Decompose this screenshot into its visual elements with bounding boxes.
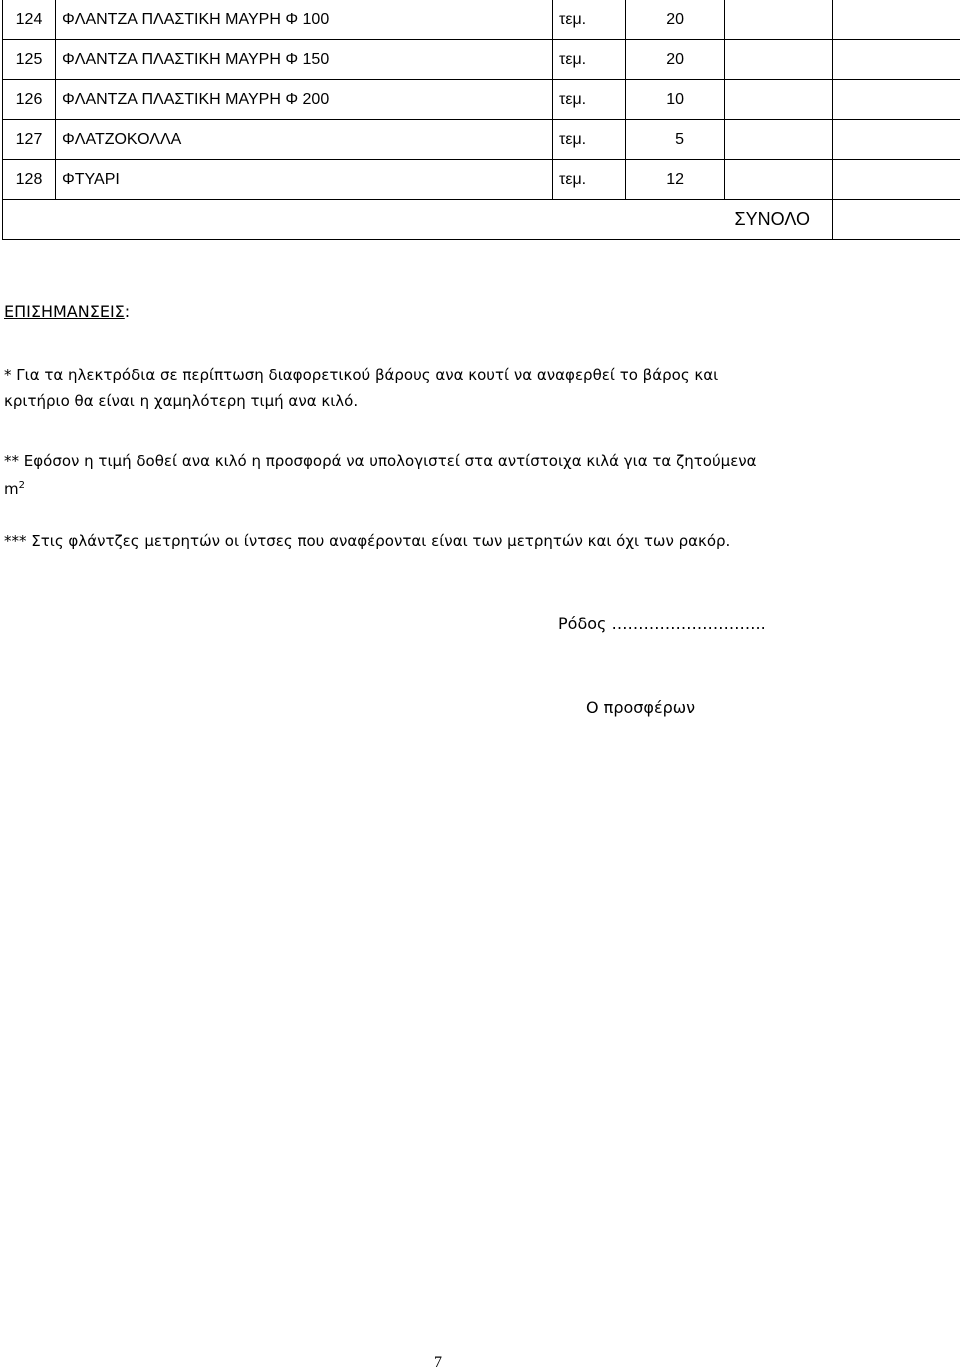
item-description: ΦΛΑΝΤΖΑ ΠΛΑΣΤΙΚΗ ΜΑΥΡΗ Φ 100 (56, 0, 553, 40)
item-quantity: 20 (626, 0, 725, 40)
unit-price-cell (725, 40, 833, 80)
notes-heading-text: ΕΠΙΣΗΜΑΝΣΕΙΣ (4, 302, 125, 321)
item-number: 128 (3, 160, 56, 200)
table-row (3, 0, 960, 40)
line-total-cell (833, 160, 960, 200)
item-quantity: 10 (626, 80, 725, 120)
note-electrodes-line1: * Για τα ηλεκτρόδια σε περίπτωση διαφορετικού βάρους ανα κουτί να αναφερθεί το βάρος και (4, 366, 719, 384)
unit-price-cell (725, 160, 833, 200)
item-number: 125 (3, 40, 56, 80)
note-price-per-kilo-line2 (4, 475, 954, 506)
signature-bidder: Ο προσφέρων (586, 698, 696, 717)
note-price-per-kilo-line1: ** Εφόσον η τιμή δοθεί ανα κιλό η προσφορά να υπολογιστεί στα αντίστοιχα κιλά για τα ζητούμενα (4, 452, 757, 470)
note-electrodes (4, 362, 954, 414)
note-meter-flanges: *** Στις φλάντζες μετρητών οι ίντσες που αναφέρονται είναι των μετρητών και όχι των ρακόρ. (4, 532, 731, 550)
table-row (3, 120, 960, 160)
item-description: ΦΛΑΝΤΖΑ ΠΛΑΣΤΙΚΗ ΜΑΥΡΗ Φ 150 (56, 40, 553, 80)
item-description: ΦΤΥΑΡΙ (56, 160, 553, 200)
line-total-cell (833, 0, 960, 40)
items-table (2, 0, 960, 240)
unit-price-cell (725, 120, 833, 160)
item-unit: τεμ. (553, 40, 626, 80)
item-unit: τεμ. (553, 160, 626, 200)
unit-price-cell (725, 80, 833, 120)
total-row (3, 200, 960, 240)
item-quantity: 12 (626, 160, 725, 200)
item-unit: τεμ. (553, 120, 626, 160)
line-total-cell (833, 120, 960, 160)
item-unit: τεμ. (553, 80, 626, 120)
item-number: 127 (3, 120, 56, 160)
total-label: ΣΥΝΟΛΟ (3, 200, 833, 240)
item-quantity: 5 (626, 120, 725, 160)
note-electrodes-line2: κριτήριο θα είναι η χαμηλότερη τιμή ανα κιλό. (4, 392, 359, 410)
item-description: ΦΛΑΤΖΟΚΟΛΛΑ (56, 120, 553, 160)
note-price-per-kilo (4, 447, 954, 506)
item-quantity: 20 (626, 40, 725, 80)
line-total-cell (833, 40, 960, 80)
signature-place: Ρόδος ……………………….. (558, 614, 766, 633)
item-unit: τεμ. (553, 0, 626, 40)
table-row (3, 40, 960, 80)
grand-total-cell (833, 200, 960, 240)
unit-price-cell (725, 0, 833, 40)
notes-heading (4, 302, 954, 321)
unit-superscript: 2 (18, 480, 25, 491)
item-number: 126 (3, 80, 56, 120)
item-description: ΦΛΑΝΤΖΑ ΠΛΑΣΤΙΚΗ ΜΑΥΡΗ Φ 200 (56, 80, 553, 120)
item-number: 124 (3, 0, 56, 40)
line-total-cell (833, 80, 960, 120)
table-row (3, 160, 960, 200)
table-row (3, 80, 960, 120)
page-number: 7 (434, 1354, 442, 1371)
unit-m: m (4, 480, 19, 498)
notes-heading-colon: : (124, 302, 131, 321)
